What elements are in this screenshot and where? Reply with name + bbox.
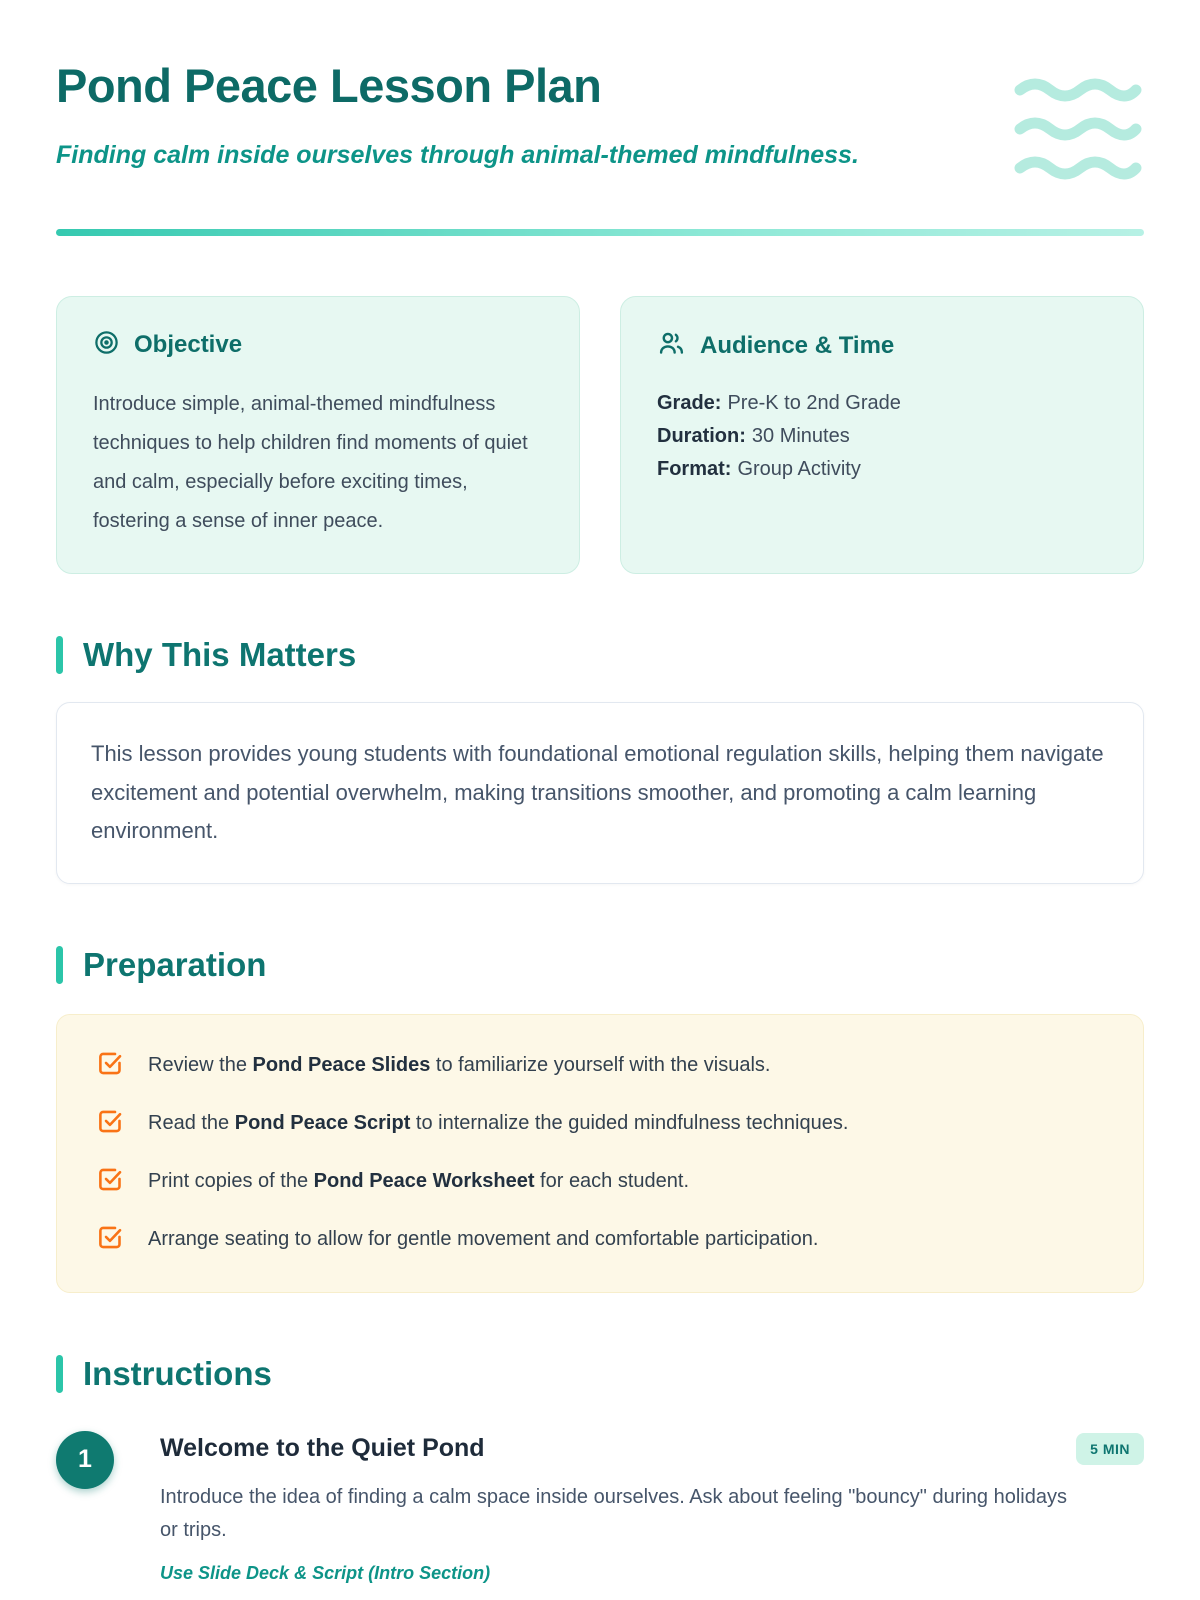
instructions-section-heading [56,1355,1144,1393]
audience-card [620,296,1144,574]
step-resource-link[interactable]: Use Slide Deck & Script (Intro Section) [160,1562,491,1583]
objective-card [56,296,580,574]
objective-card-header [93,329,543,361]
heading-accent-bar [56,636,63,674]
step-description: Introduce the idea of finding a calm space inside ourselves. Ask about feeling "bouncy" during holidays or trips. [160,1485,1067,1541]
heading-accent-bar [56,946,63,984]
info-cards [56,296,1144,574]
header-divider [56,229,1144,236]
checklist-item [97,1167,1103,1198]
checklist-text: Read the Pond Peace Script to internalize the guided mindfulness techniques. [148,1111,849,1134]
check-square-icon [97,1108,124,1140]
step-number-badge: 1 [56,1431,114,1489]
preparation-section-heading [56,946,1144,984]
target-icon [93,329,120,361]
step-title: Welcome to the Quiet Pond [160,1434,485,1462]
check-square-icon [97,1224,124,1256]
duration-row: Duration: 30 Minutes [657,425,850,447]
why-section-heading [56,636,1144,674]
checklist-item [97,1109,1103,1140]
preparation-checklist [56,1014,1144,1293]
objective-body: Introduce simple, animal-themed mindfulness techniques to help children find moments of quiet and calm, especially before exciting times, fostering a sense of inner peace. [93,393,528,532]
checklist-item [97,1225,1103,1256]
checklist-text: Print copies of the Pond Peace Worksheet for each student. [148,1169,690,1192]
heading-accent-bar [56,1355,63,1393]
checklist-text: Arrange seating to allow for gentle movement and comfortable participation. [148,1227,819,1250]
waves-decoration-icon [1012,74,1144,191]
why-heading: Why This Matters [83,636,357,673]
checklist-item [97,1051,1103,1082]
objective-title: Objective [134,331,243,358]
header-text [56,52,859,170]
instructions-heading: Instructions [83,1354,272,1392]
preparation-heading: Preparation [83,945,267,983]
audience-title: Audience & Time [700,332,895,359]
header [56,52,1144,191]
check-square-icon [97,1050,124,1082]
grade-row: Grade: Pre-K to 2nd Grade [657,392,901,414]
why-card: This lesson provides young students with foundational emotional regulation skills, helping them navigate excitement and potential overwhelm, making transitions smoother, and promoting a calm learning environment. [56,702,1144,884]
format-row: Format: Group Activity [657,458,861,480]
users-icon [657,329,686,363]
instruction-step-1 [56,1431,1144,1584]
checklist-text: Review the Pond Peace Slides to familiarize yourself with the visuals. [148,1053,771,1076]
audience-card-header [657,329,1107,363]
check-square-icon [97,1166,124,1198]
page-subtitle: Finding calm inside ourselves through animal-themed mindfulness. [56,141,859,169]
page-title: Pond Peace Lesson Plan [56,59,602,112]
step-content [160,1431,1144,1584]
duration-badge: 5 MIN [1076,1433,1144,1465]
step-header [160,1433,1144,1465]
